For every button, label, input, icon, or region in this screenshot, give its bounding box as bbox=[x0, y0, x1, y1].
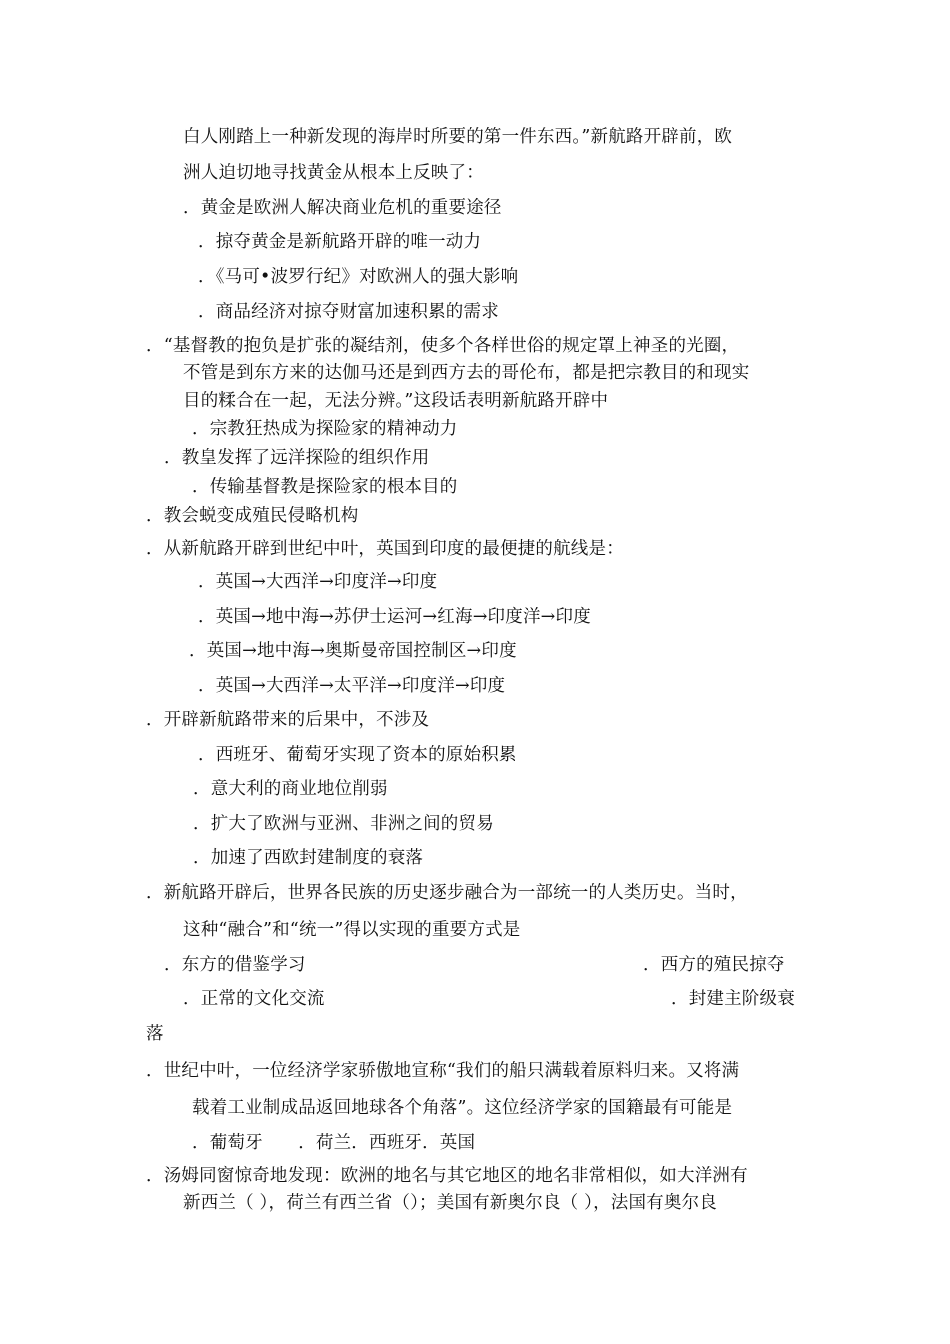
answer-option: ．教皇发挥了远洋探险的组织作用 bbox=[164, 448, 430, 468]
answer-option: ．掠夺黄金是新航路开辟的唯一动力 bbox=[198, 232, 482, 252]
question-continuation-line: 载着工业制成品返回地球各个角落”。这位经济学家的国籍最有可能是 bbox=[192, 1098, 733, 1118]
question-stem: ．汤姆同窗惊奇地发现：欧洲的地名与其它地区的地名非常相似，如大洋洲有 bbox=[146, 1166, 748, 1186]
answer-option: ．英国→地中海→苏伊士运河→红海→印度洋→印度 bbox=[198, 607, 591, 627]
question-continuation-line: 目的糅合在一起，无法分辨。”这段话表明新航路开辟中 bbox=[183, 391, 609, 411]
answer-option: ．英国→大西洋→太平洋→印度洋→印度 bbox=[198, 676, 506, 696]
answer-option-wrap: 落 bbox=[146, 1024, 164, 1044]
answer-option: ．意大利的商业地位削弱 bbox=[193, 779, 388, 799]
answer-option: ．东方的借鉴学习 bbox=[164, 955, 306, 975]
question-continuation-line: 白人刚踏上一种新发现的海岸时所要的第一件东西。”新航路开辟前，欧 bbox=[183, 127, 733, 147]
answer-option: ．加速了西欧封建制度的衰落 bbox=[193, 848, 424, 868]
question-stem: ．从新航路开辟到世纪中叶，英国到印度的最便捷的航线是： bbox=[146, 539, 624, 559]
question-stem: ．开辟新航路带来的后果中，不涉及 bbox=[146, 710, 430, 730]
question-continuation-line: 这种“融合”和“统一”得以实现的重要方式是 bbox=[183, 920, 521, 940]
question-continuation-line: 洲人迫切地寻找黄金从根本上反映了： bbox=[183, 163, 484, 183]
answer-option: ．教会蜕变成殖民侵略机构 bbox=[146, 506, 359, 526]
answer-options-inline: ．葡萄牙 ．荷兰．西班牙．英国 bbox=[192, 1133, 476, 1153]
question-stem: ．“基督教的抱负是扩张的凝结剂，使多个各样世俗的规定罩上神圣的光圈， bbox=[146, 336, 740, 356]
answer-option: ．黄金是欧洲人解决商业危机的重要途径 bbox=[183, 198, 502, 218]
answer-option: ．正常的文化交流 bbox=[183, 989, 325, 1009]
answer-option: ．英国→大西洋→印度洋→印度 bbox=[198, 572, 438, 592]
answer-option: ．宗教狂热成为探险家的精神动力 bbox=[192, 419, 458, 439]
answer-option: ．英国→地中海→奥斯曼帝国控制区→印度 bbox=[189, 641, 517, 661]
question-continuation-line: 不管是到东方来的达伽马还是到西方去的哥伦布，都是把宗教目的和现实 bbox=[183, 363, 750, 383]
answer-option: ．封建主阶级衰 bbox=[671, 989, 795, 1009]
answer-option: ．传输基督教是探险家的根本目的 bbox=[192, 477, 458, 497]
answer-option: ．扩大了欧洲与亚洲、非洲之间的贸易 bbox=[193, 814, 494, 834]
question-stem: ．世纪中叶，一位经济学家骄傲地宣称“我们的船只满载着原料归来。又将满 bbox=[146, 1061, 740, 1081]
question-stem: ．新航路开辟后，世界各民族的历史逐步融合为一部统一的人类历史。当时， bbox=[146, 883, 748, 903]
answer-option: ．西班牙、葡萄牙实现了资本的原始积累 bbox=[198, 745, 517, 765]
answer-option: ．西方的殖民掠夺 bbox=[643, 955, 785, 975]
answer-option: ．商品经济对掠夺财富加速积累的需求 bbox=[198, 302, 499, 322]
answer-option: ．《马可•波罗行纪》对欧洲人的强大影响 bbox=[198, 267, 519, 287]
question-continuation-line: 新西兰（ ），荷兰有西兰省（）；美国有新奥尔良（ ），法国有奥尔良 bbox=[183, 1193, 717, 1213]
